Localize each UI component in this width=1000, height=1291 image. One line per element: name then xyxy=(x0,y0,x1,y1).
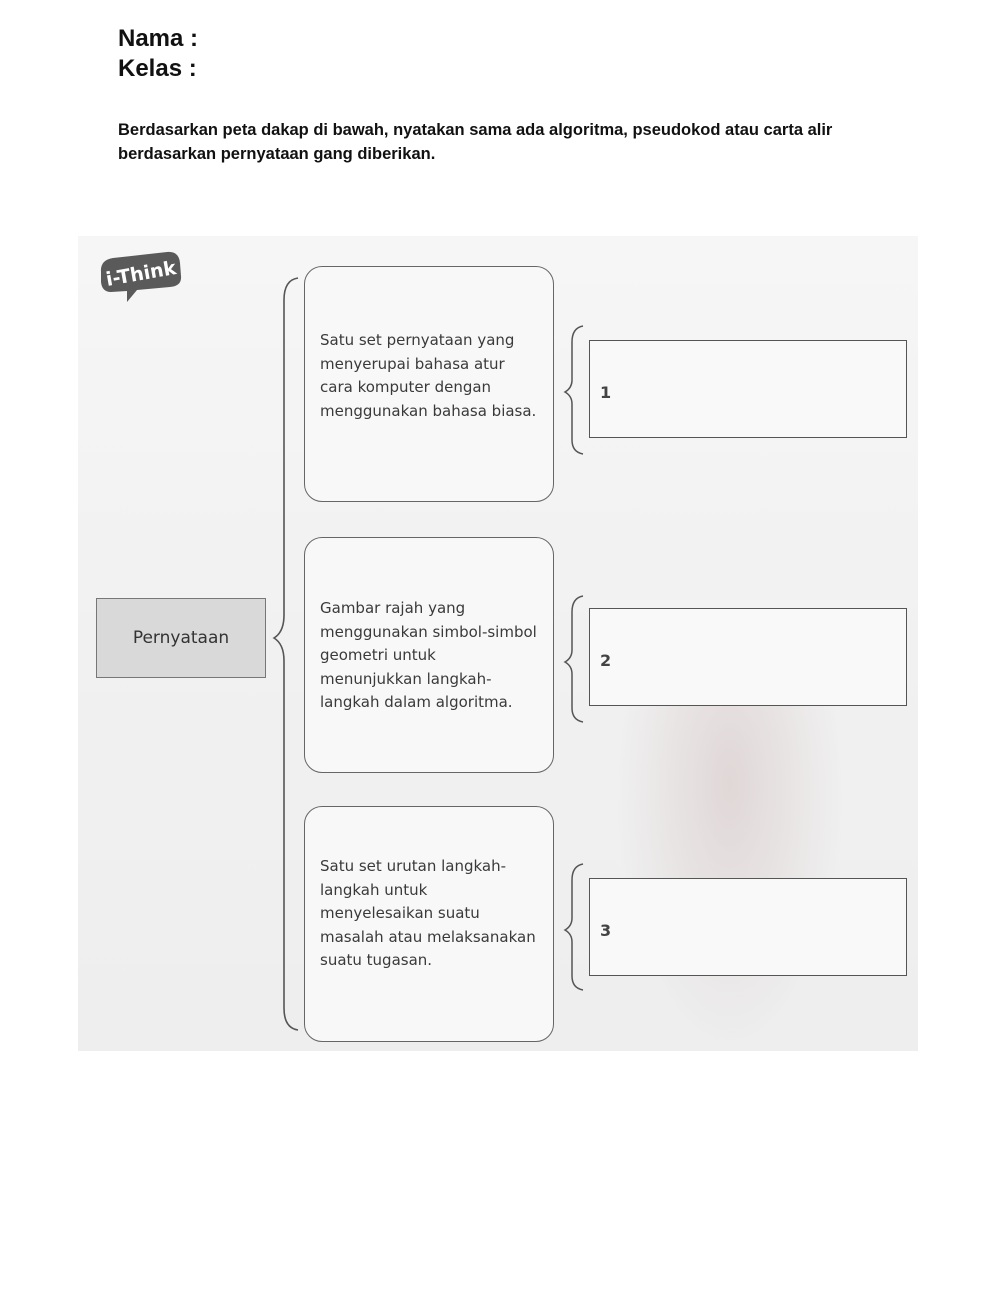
class-label: Kelas : xyxy=(118,55,197,82)
name-label: Nama : xyxy=(118,25,199,52)
answer-number-3: 3 xyxy=(600,921,612,940)
ithink-logo xyxy=(97,250,183,308)
statement-text-1: Satu set pernyataan yang menyerupai bahasa atur cara komputer dengan menggunakan bahasa biasa. xyxy=(320,331,537,420)
statement-text-2: Gambar rajah yang menggunakan simbol-simbol geometri untuk menunjukkan langkah-langkah dalam algoritma. xyxy=(320,599,537,711)
statement-card-3 xyxy=(304,806,554,1042)
answer-number-1: 1 xyxy=(600,383,612,402)
answer-box-3[interactable] xyxy=(589,878,907,976)
ithink-logo-text: i-Think xyxy=(104,257,178,291)
statement-card-1 xyxy=(304,266,554,502)
statement-text-3: Satu set urutan langkah-langkah untuk menyelesaikan suatu masalah atau melaksanakan suatu tugasan. xyxy=(320,857,536,969)
root-label: Pernyataan xyxy=(132,628,230,648)
root-label-box xyxy=(96,598,266,678)
answer-number-2: 2 xyxy=(600,651,612,670)
answer-box-2[interactable] xyxy=(589,608,907,706)
answer-box-1[interactable] xyxy=(589,340,907,438)
statement-card-2 xyxy=(304,537,554,773)
instruction-text: Berdasarkan peta dakap di bawah, nyatakan sama ada algoritma, pseudokod atau carta alir berdasarkan pernyataan gang diberikan. xyxy=(118,121,833,163)
